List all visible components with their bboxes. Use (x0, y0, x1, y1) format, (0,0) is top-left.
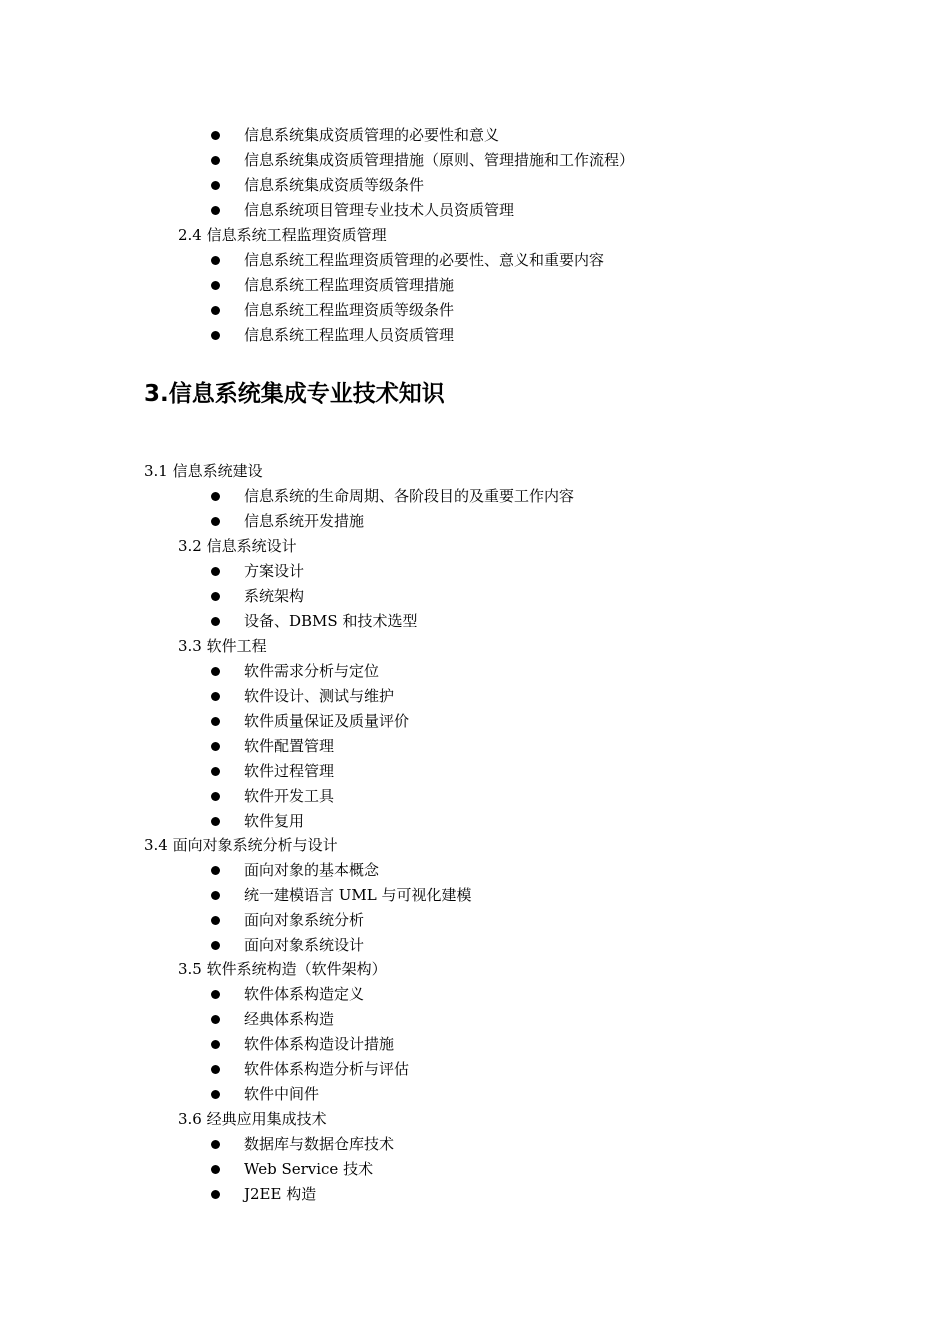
chapter-title: 3.信息系统集成专业技术知识 (144, 381, 445, 407)
bullet-icon (211, 206, 220, 215)
bullet-icon (211, 990, 220, 999)
list-item-text: 软件体系构造设计措施 (244, 1035, 395, 1053)
bullet-icon (211, 1065, 220, 1074)
list-item-text: 软件质量保证及质量评价 (244, 712, 410, 730)
section-heading: 3.5 软件系统构造（软件架构） (178, 960, 387, 978)
bullet-icon (211, 1040, 220, 1049)
list-item-text: 信息系统集成资质等级条件 (244, 176, 425, 194)
list-item-text: 信息系统集成资质管理措施（原则、管理措施和工作流程） (244, 151, 635, 169)
bullet-icon (211, 916, 220, 925)
list-item-text: 数据库与数据仓库技术 (244, 1135, 395, 1153)
list-item-text: 信息系统开发措施 (244, 512, 365, 530)
list-item-text: 软件复用 (244, 812, 305, 830)
list-item-text: 软件配置管理 (244, 737, 335, 755)
bullet-icon (211, 866, 220, 875)
bullet-icon (211, 1165, 220, 1174)
list-item-text: Web Service 技术 (244, 1160, 374, 1178)
bullet-icon (211, 256, 220, 265)
list-item-text: 信息系统工程监理资质等级条件 (244, 301, 455, 319)
bullet-icon (211, 742, 220, 751)
list-item-text: 面向对象系统设计 (244, 936, 365, 954)
list-item-text: 软件开发工具 (244, 787, 335, 805)
list-item-text: J2EE 构造 (244, 1185, 317, 1203)
bullet-icon (211, 1140, 220, 1149)
bullet-icon (211, 1090, 220, 1099)
bullet-icon (211, 281, 220, 290)
list-item-text: 面向对象的基本概念 (244, 861, 380, 879)
bullet-icon (211, 1190, 220, 1199)
bullet-icon (211, 592, 220, 601)
list-item-text: 方案设计 (244, 562, 305, 580)
list-item-text: 面向对象系统分析 (244, 911, 365, 929)
list-item-text: 信息系统的生命周期、各阶段目的及重要工作内容 (244, 487, 575, 505)
bullet-icon (211, 331, 220, 340)
bullet-icon (211, 891, 220, 900)
bullet-icon (211, 131, 220, 140)
section-heading: 3.1 信息系统建设 (144, 462, 263, 480)
bullet-icon (211, 1015, 220, 1024)
bullet-icon (211, 567, 220, 576)
bullet-icon (211, 517, 220, 526)
list-item-text: 经典体系构造 (244, 1010, 335, 1028)
list-item-text: 软件体系构造分析与评估 (244, 1060, 410, 1078)
list-item-text: 软件体系构造定义 (244, 985, 365, 1003)
bullet-icon (211, 817, 220, 826)
list-item-text: 信息系统工程监理资质管理的必要性、意义和重要内容 (244, 251, 605, 269)
list-item-text: 信息系统集成资质管理的必要性和意义 (244, 126, 500, 144)
section-heading: 2.4 信息系统工程监理资质管理 (178, 226, 387, 244)
bullet-icon (211, 792, 220, 801)
list-item-text: 软件设计、测试与维护 (244, 687, 395, 705)
section-heading: 3.4 面向对象系统分析与设计 (144, 836, 338, 854)
bullet-icon (211, 692, 220, 701)
list-item-text: 软件中间件 (244, 1085, 320, 1103)
bullet-icon (211, 492, 220, 501)
bullet-icon (211, 181, 220, 190)
list-item-text: 信息系统项目管理专业技术人员资质管理 (244, 201, 515, 219)
list-item-text: 设备、DBMS 和技术选型 (244, 612, 418, 630)
section-heading: 3.2 信息系统设计 (178, 537, 297, 555)
list-item-text: 软件过程管理 (244, 762, 335, 780)
bullet-icon (211, 667, 220, 676)
bullet-icon (211, 717, 220, 726)
bullet-icon (211, 941, 220, 950)
list-item-text: 信息系统工程监理人员资质管理 (244, 326, 455, 344)
section-heading: 3.6 经典应用集成技术 (178, 1110, 327, 1128)
list-item-text: 信息系统工程监理资质管理措施 (244, 276, 455, 294)
bullet-icon (211, 156, 220, 165)
section-heading: 3.3 软件工程 (178, 637, 267, 655)
list-item-text: 系统架构 (244, 587, 305, 605)
bullet-icon (211, 306, 220, 315)
list-item-text: 统一建模语言 UML 与可视化建模 (244, 886, 472, 904)
list-item-text: 软件需求分析与定位 (244, 662, 380, 680)
bullet-icon (211, 617, 220, 626)
bullet-icon (211, 767, 220, 776)
